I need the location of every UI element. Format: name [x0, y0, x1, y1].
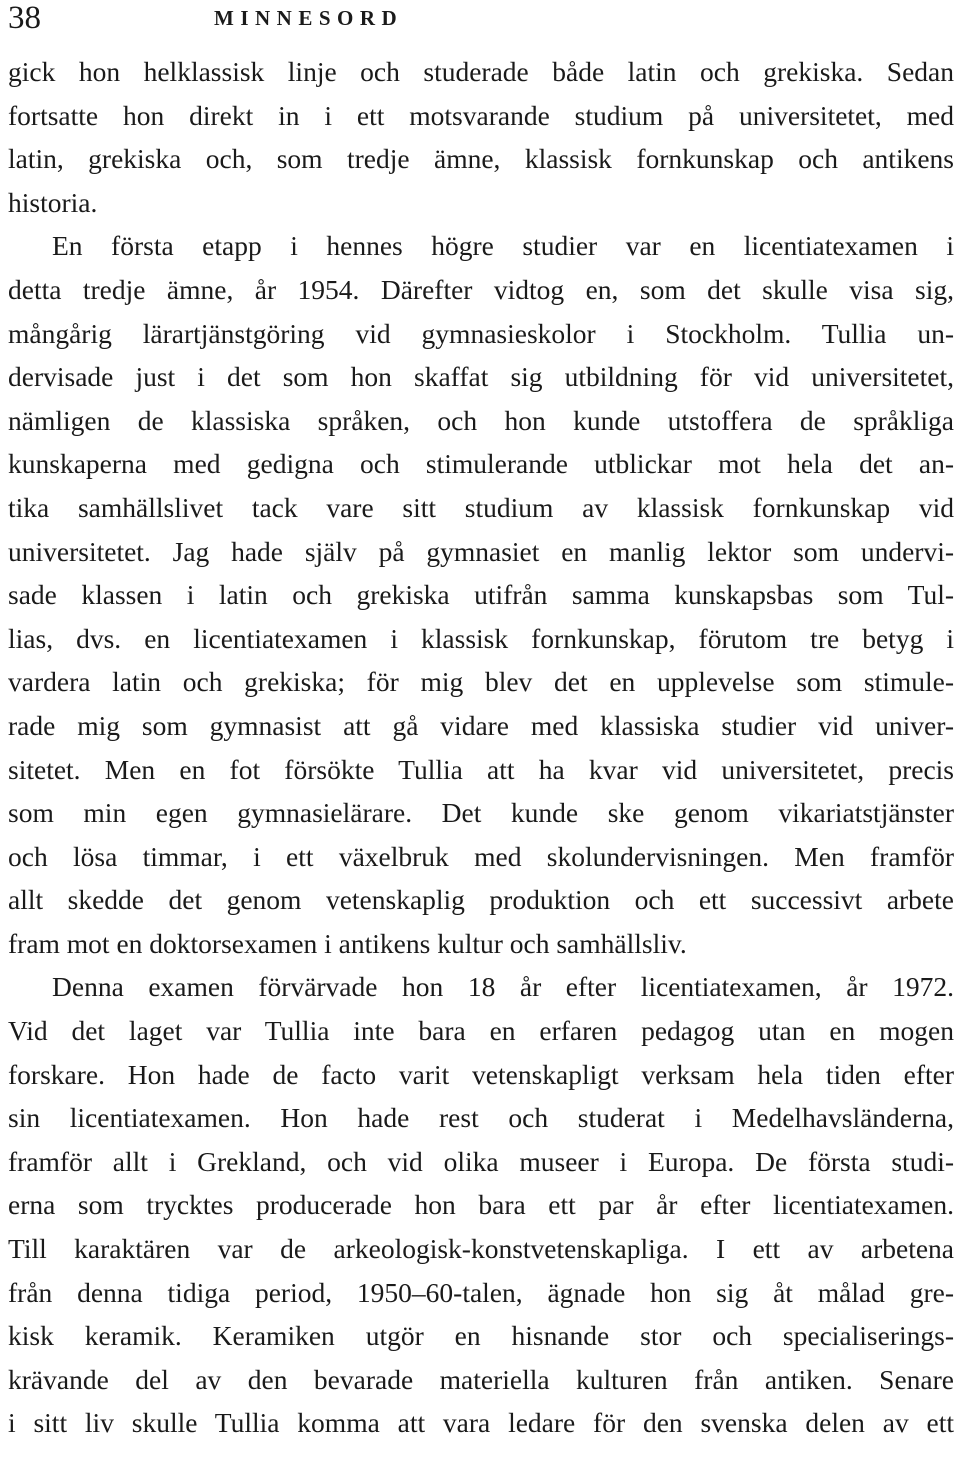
text-line: latin, grekiska och, som tredje ämne, klassisk fornkunskap och antikens: [8, 143, 954, 175]
text-line: kunskaperna med gedigna och stimulerande utblickar mot hela det an-: [8, 448, 954, 480]
text-line: som min egen gymnasielärare. Det kunde ske genom vikariatstjänster: [8, 797, 954, 829]
text-line: fortsatte hon direkt in i ett motsvarande studium på universitetet, med: [8, 99, 954, 131]
body-text: [8, 50, 954, 1445]
text-line: dervisade just i det som hon skaffat sig utbildning för vid universitetet,: [8, 361, 954, 393]
text-line: och lösa timmar, i ett växelbruk med skolundervisningen. Men framför: [8, 840, 954, 872]
page-number: 38: [8, 0, 41, 36]
text-line: forskare. Hon hade de facto varit vetenskapligt verksam hela tiden efter: [8, 1058, 954, 1090]
section-title: MINNESORD: [214, 6, 404, 30]
text-line: fram mot en doktorsexamen i antikens kultur och samhällsliv.: [8, 927, 687, 959]
text-line: Till karaktären var de arkeologisk-konstvetenskapliga. I ett av arbetena: [8, 1233, 954, 1265]
text-line: Vid det laget var Tullia inte bara en erfaren pedagog utan en mogen: [8, 1015, 954, 1047]
text-line: erna som trycktes producerade hon bara ett par år efter licentiatexamen.: [8, 1189, 954, 1221]
text-line: tika samhällslivet tack vare sitt studium av klassisk fornkunskap vid: [8, 491, 954, 523]
text-line: En första etapp i hennes högre studier var en licentiatexamen i: [52, 230, 954, 262]
text-line: mångårig lärartjänstgöring vid gymnasieskolor i Stockholm. Tullia un-: [8, 317, 954, 349]
text-line: kisk keramik. Keramiken utgör en hisnande stor och specialiserings-: [8, 1320, 954, 1352]
text-line: gick hon helklassisk linje och studerade både latin och grekiska. Sedan: [8, 56, 954, 87]
text-line: krävande del av den bevarade materiella kulturen från antiken. Senare: [8, 1363, 954, 1395]
text-line: rade mig som gymnasist att gå vidare med klassiska studier vid univer-: [8, 709, 954, 741]
text-line: lias, dvs. en licentiatexamen i klassisk fornkunskap, förutom tre betyg i: [8, 622, 954, 654]
text-line: detta tredje ämne, år 1954. Därefter vidtog en, som det skulle visa sig,: [8, 273, 954, 305]
text-line: sitetet. Men en fot försökte Tullia att ha kvar vid universitetet, precis: [8, 753, 954, 785]
text-line: vardera latin och grekiska; för mig blev det en upplevelse som stimule-: [8, 666, 954, 698]
text-line: från denna tidiga period, 1950–60-talen, ägnade hon sig åt målad gre-: [8, 1276, 954, 1308]
document-page: [8, 0, 954, 1466]
text-line: universitetet. Jag hade själv på gymnasiet en manlig lektor som undervi-: [8, 535, 954, 567]
text-line: framför allt i Grekland, och vid olika museer i Europa. De första studi-: [8, 1145, 954, 1177]
text-line: sin licentiatexamen. Hon hade rest och studerat i Medelhavsländerna,: [8, 1102, 954, 1134]
text-line: Denna examen förvärvade hon 18 år efter licentiatexamen, år 1972.: [52, 971, 954, 1003]
text-line: i sitt liv skulle Tullia komma att vara ledare för den svenska delen av ett: [8, 1407, 954, 1439]
running-header: [8, 0, 954, 40]
text-line: allt skedde det genom vetenskaplig produktion och ett successivt arbete: [8, 884, 954, 916]
text-line: sade klassen i latin och grekiska utifrån samma kunskapsbas som Tul-: [8, 579, 954, 611]
text-line: historia.: [8, 186, 98, 218]
text-line: nämligen de klassiska språken, och hon kunde utstoffera de språkliga: [8, 404, 954, 436]
